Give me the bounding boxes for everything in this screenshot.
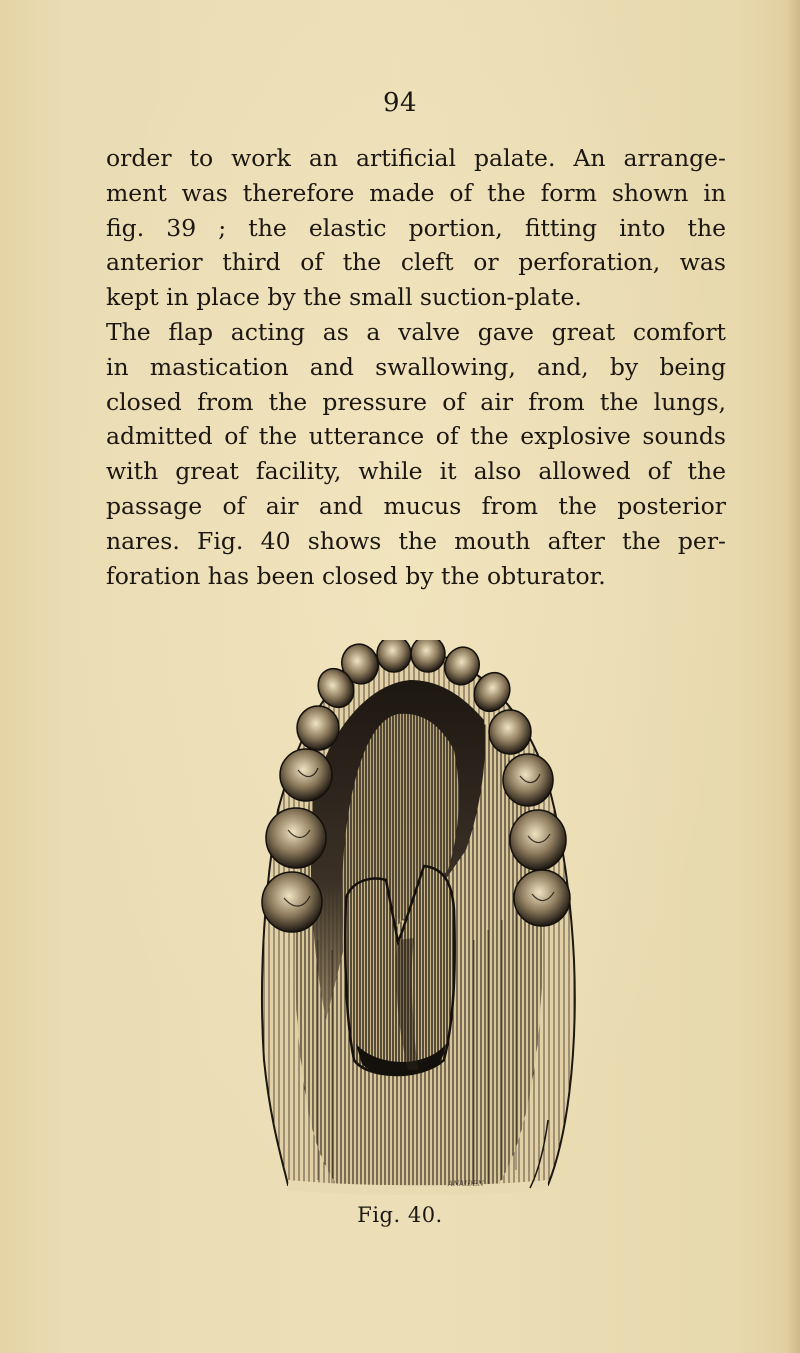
- text-line: with great facility, while it also allowed of the: [106, 457, 726, 486]
- text-line: closed from the pressure of air from the lungs,: [106, 387, 726, 416]
- text-line: fig. 39 ; the elastic portion, fitting into the: [106, 213, 726, 242]
- text-line: anterior third of the cleft or perforation, was: [106, 248, 726, 277]
- text-line: ment was therefore made of the form shown in: [106, 178, 726, 207]
- body-paragraph: [106, 141, 726, 593]
- page-number: 94: [382, 88, 418, 118]
- palate-engraving-figure: [248, 640, 584, 1200]
- text-line: admitted of the utterance of the explosive sounds: [106, 422, 726, 451]
- upper-jaw-engraving-icon: [248, 640, 584, 1200]
- figure-caption: Fig. 40.: [357, 1203, 443, 1227]
- text-line: in mastication and swallowing, and, by being: [106, 352, 726, 381]
- text-line: kept in place by the small suction-plate.: [106, 283, 582, 312]
- text-line: nares. Fig. 40 shows the mouth after the per-: [106, 526, 726, 555]
- svg-text:ANAIDEN: ANAIDEN: [448, 1180, 484, 1188]
- text-line: The flap acting as a valve gave great comfort: [106, 317, 726, 346]
- text-line: order to work an artificial palate. An arrange-: [106, 144, 726, 172]
- page-edge-shadow: [786, 0, 800, 1353]
- text-line: passage of air and mucus from the posterior: [106, 491, 726, 520]
- text-line: foration has been closed by the obturator.: [106, 561, 606, 590]
